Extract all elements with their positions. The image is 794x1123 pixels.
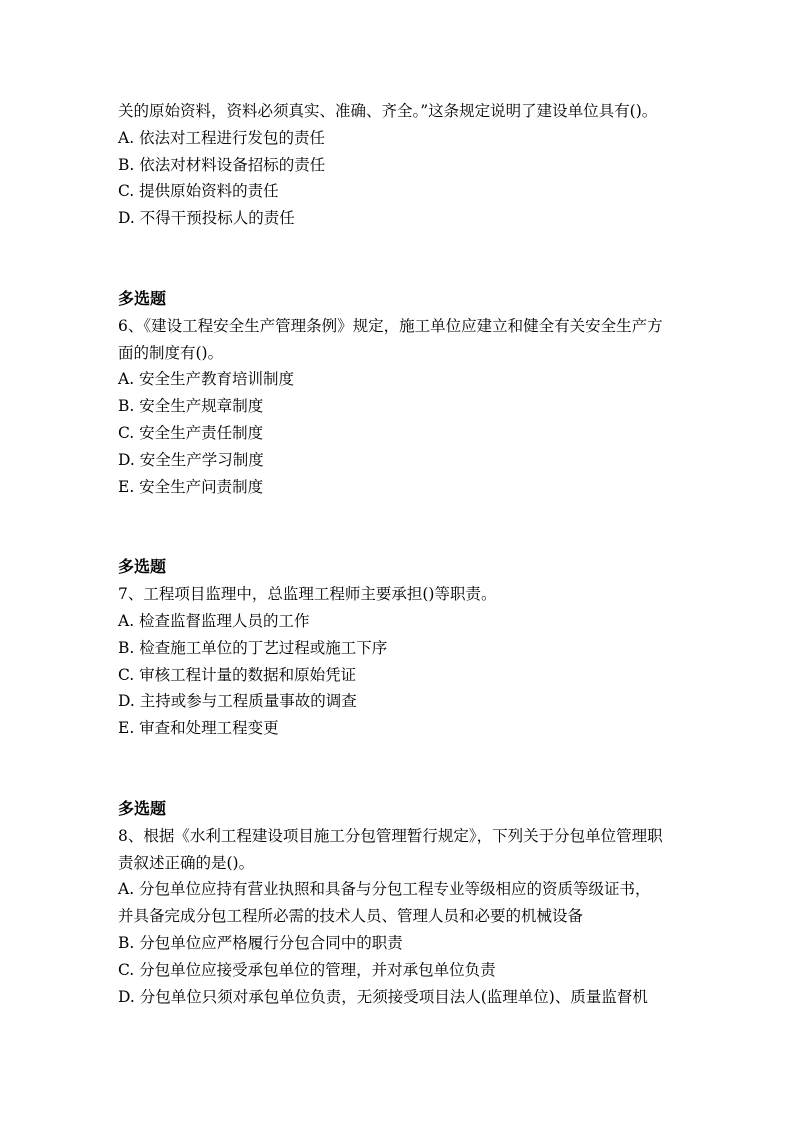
option-c: C. 审核工程计量的数据和原始凭证	[118, 665, 357, 684]
question-7	[118, 554, 718, 742]
option-b: B. 安全生产规章制度	[118, 397, 264, 416]
question-8	[118, 796, 718, 1010]
question-5-continuation	[118, 98, 718, 232]
option-d: D. 主持或参与工程质量事故的调查	[118, 692, 357, 711]
option-a: A. 安全生产教育培训制度	[118, 370, 295, 389]
question-type-heading: 多选题	[118, 798, 167, 818]
option-a: A. 依法对工程进行发包的责任	[118, 128, 326, 147]
option-a: A. 分包单位应持有营业执照和具备与分包工程专业等级相应的资质等级证书，	[118, 880, 651, 899]
spacer	[118, 742, 718, 796]
option-b: B. 检查施工单位的丁艺过程或施工下序	[118, 638, 388, 657]
option-c: C. 分包单位应接受承包单位的管理，并对承包单位负责	[118, 960, 496, 979]
option-b: B. 分包单位应严格履行分包合同中的职责	[118, 933, 403, 952]
question-stem-line: 6、《建设工程安全生产管理条例》规定，施工单位应建立和健全有关安全生产方	[118, 316, 663, 335]
option-e: E. 安全生产问责制度	[118, 477, 264, 496]
option-a: A. 检查监督监理人员的工作	[118, 611, 310, 630]
question-stem-line: 责叙述正确的是()。	[118, 853, 255, 872]
spacer	[118, 232, 718, 286]
option-d: D. 分包单位只须对承包单位负责，无须接受项目法人(监理单位)、质量监督机	[118, 987, 648, 1006]
option-d: D. 不得干预投标人的责任	[118, 209, 295, 228]
question-stem-line: 关的原始资料，资料必须真实、准确、齐全。”这条规定说明了建设单位具有()。	[118, 102, 658, 120]
question-6	[118, 286, 718, 500]
option-a-continuation: 并具备完成分包工程所必需的技术人员、管理人员和必要的机械设备	[118, 907, 584, 926]
option-e: E. 审查和处理工程变更	[118, 719, 279, 738]
question-stem-line: 8、根据《水利工程建设项目施工分包管理暂行规定》，下列关于分包单位管理职	[118, 826, 663, 845]
document-page	[118, 98, 718, 1010]
option-d: D. 安全生产学习制度	[118, 450, 264, 469]
option-c: C. 安全生产责任制度	[118, 423, 264, 442]
question-type-heading: 多选题	[118, 288, 167, 308]
option-b: B. 依法对材料设备招标的责任	[118, 155, 326, 174]
question-stem-line: 7、工程项目监理中，总监理工程师主要承担()等职责。	[118, 585, 497, 604]
spacer	[118, 500, 718, 554]
question-stem-line: 面的制度有()。	[118, 343, 224, 362]
question-type-heading: 多选题	[118, 557, 167, 577]
option-c: C. 提供原始资料的责任	[118, 182, 279, 201]
